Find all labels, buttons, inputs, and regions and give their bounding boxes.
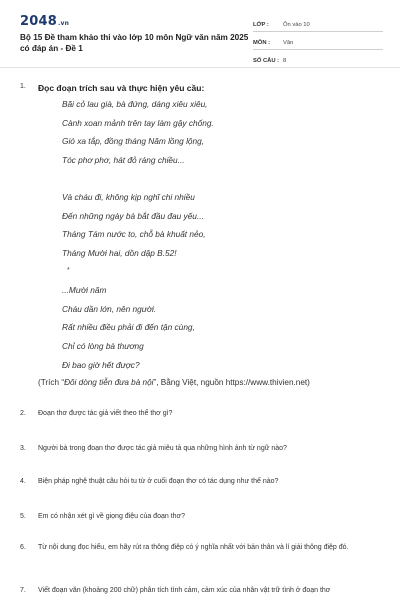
- question-1-heading: Đọc đoạn trích sau và thực hiện yêu cầu:: [38, 83, 205, 93]
- meta-subject-label: MÔN :: [253, 40, 271, 46]
- question-5-text: Em có nhận xét gì về giọng điệu của đoạn thơ?: [38, 513, 186, 520]
- stanza-separator: *: [67, 267, 70, 274]
- poem-line: Tóc phơ phơ, hát đỏ ráng chiều...: [62, 155, 185, 165]
- poem-line: Rất nhiều điều phải đi đến tận cùng,: [62, 322, 195, 332]
- poem-line: Tháng Tám nước to, chỗ bà khuất nẻo,: [62, 229, 206, 239]
- meta-class-row: [253, 16, 383, 32]
- meta-subject-value: Văn: [283, 40, 294, 46]
- poem-line: Đến những ngày bà bắt đầu đau yếu...: [62, 211, 204, 221]
- document-title: Bộ 15 Đề tham khảo thi vào lớp 10 môn Ngữ văn năm 2025 có đáp án - Đề 1: [20, 33, 249, 53]
- logo-text: 2048: [20, 14, 57, 29]
- meta-count-value: 8: [283, 58, 287, 64]
- logo-suffix: .vn: [57, 20, 70, 27]
- meta-subject-row: [253, 34, 383, 50]
- source-title: Đôi dòng tiễn đưa bà nội: [64, 378, 154, 387]
- question-6-number: 6.: [20, 544, 26, 551]
- poem-line: Đi bao giờ hết được?: [62, 360, 140, 370]
- source-close: ”, Bằng Việt, nguồn https://www.thivien.net): [153, 378, 310, 387]
- site-logo[interactable]: [20, 14, 69, 29]
- poem-line: ...Mười năm: [62, 285, 107, 295]
- question-3-text: Người bà trong đoạn thơ được tác giả miêu tả qua những hình ảnh từ ngữ nào?: [38, 445, 287, 452]
- question-2-number: 2.: [20, 410, 26, 417]
- poem-line: Cành xoan mảnh trên tay làm gậy chống.: [62, 118, 214, 128]
- question-3-number: 3.: [20, 445, 26, 452]
- meta-count-row: [253, 52, 383, 68]
- meta-class-value: Ôn vào 10: [283, 22, 310, 28]
- meta-class-label: LỚP :: [253, 22, 269, 28]
- poem-line: Tháng Mười hai, dồn dập B.52!: [62, 248, 177, 258]
- question-2-text: Đoạn thơ được tác giả viết theo thể thơ gì?: [38, 410, 173, 417]
- question-7-number: 7.: [20, 587, 26, 594]
- question-7-text: Viết đoạn văn (khoảng 200 chữ) phân tích tình cảm, cảm xúc của nhân vật trữ tình ở đoạn thơ: [38, 587, 331, 594]
- document-meta: [253, 16, 383, 68]
- question-1-number: 1.: [20, 83, 26, 90]
- poem-line: Chỉ có lòng bà thương: [62, 341, 144, 351]
- poem-line: Gió xa tắp, đồng tháng Năm lồng lộng,: [62, 136, 205, 146]
- question-6-text: Từ nội dung đọc hiểu, em hãy rút ra thông điệp có ý nghĩa nhất với bản thân và lí giải thông điệp đó.: [38, 544, 349, 551]
- source-open: (Trích “: [38, 378, 65, 387]
- question-4-number: 4.: [20, 478, 26, 485]
- page-header: [0, 0, 400, 66]
- poem-line: Bãi cỏ lau già, bà đứng, dáng xiêu xiêu,: [62, 99, 208, 109]
- poem-line: Và cháu đi, không kịp nghĩ chi nhiều: [62, 192, 195, 202]
- question-4-text: Biện pháp nghệ thuật câu hỏi tu từ ở cuối đoạn thơ có tác dụng như thế nào?: [38, 478, 279, 485]
- meta-count-label: SỐ CÂU :: [253, 58, 280, 64]
- header-divider: [0, 67, 400, 68]
- poem-source: [38, 378, 310, 387]
- poem-line: Cháu dần lớn, nên người.: [62, 304, 157, 314]
- question-5-number: 5.: [20, 513, 26, 520]
